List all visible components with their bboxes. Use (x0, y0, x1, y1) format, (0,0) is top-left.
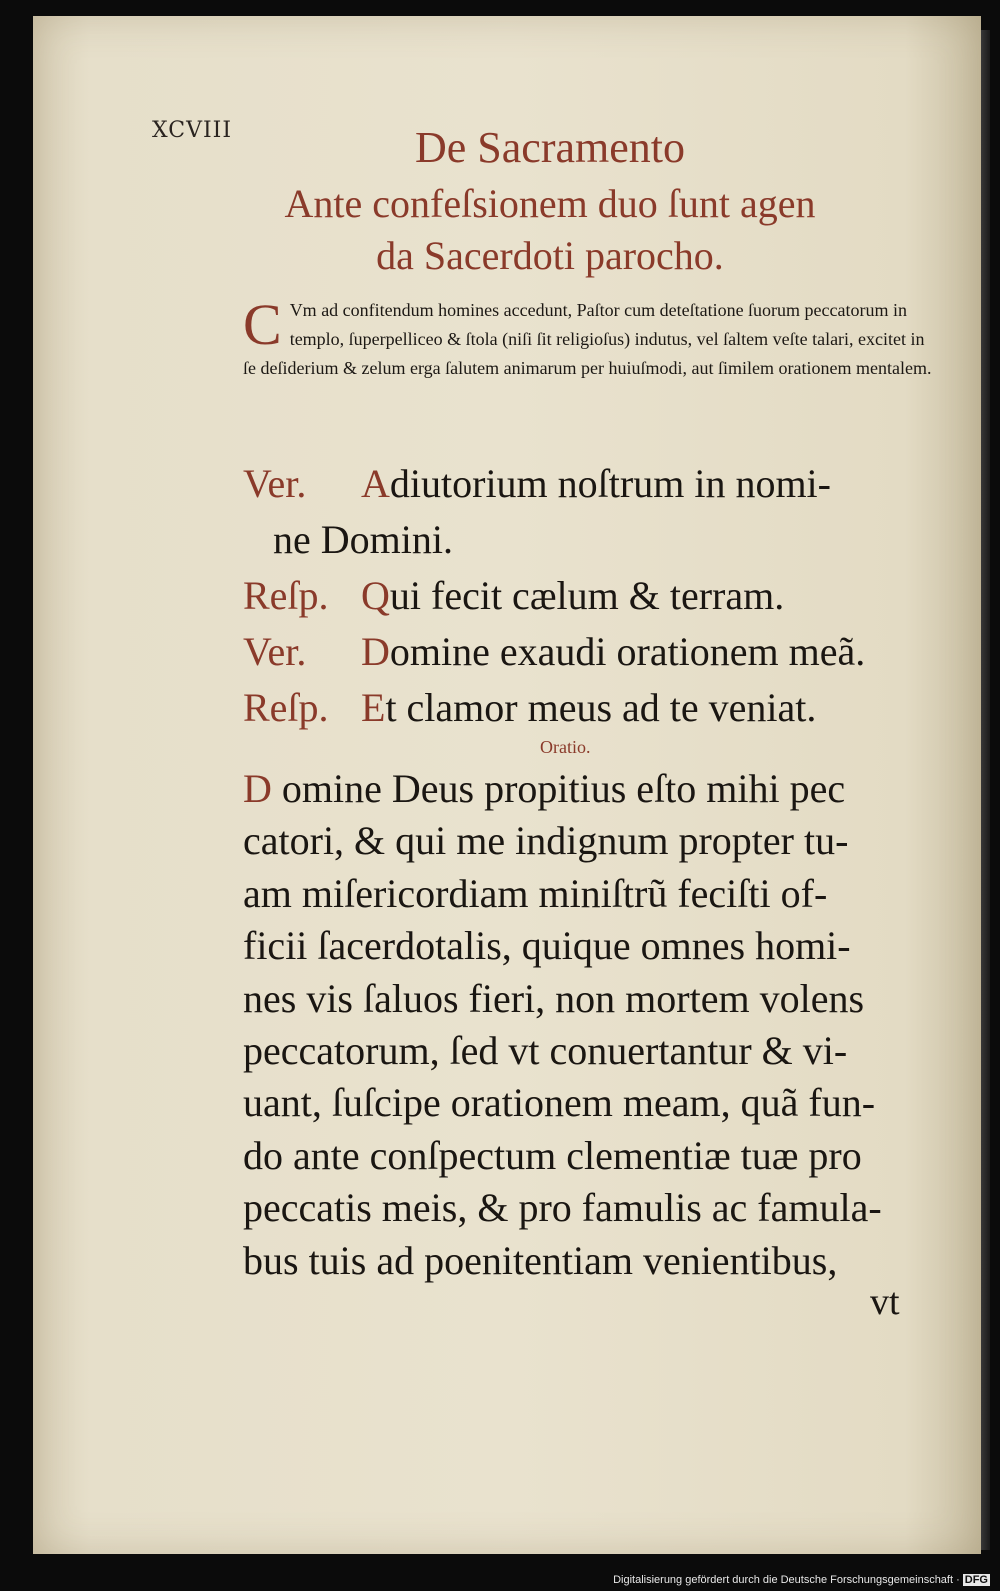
digitization-credit (613, 1574, 990, 1586)
catchword: vt (870, 1281, 900, 1323)
prayer-line: peccatorum, ſed vt conuertantur & vi- (243, 1028, 848, 1074)
response-initial: E (361, 685, 386, 730)
versicle-text: diutorium noſtrum in nomi- (389, 461, 831, 506)
rubric-paragraph (243, 292, 933, 383)
response-line (243, 680, 943, 736)
versicle-initial: D (361, 629, 390, 674)
versicle-initial: A (361, 461, 390, 506)
prayer-line: do ante conſpectum clementiæ tuæ pro (243, 1132, 862, 1178)
versicle-text: omine exaudi orationem meã. (389, 629, 866, 674)
dfg-logo: DFG (964, 1574, 988, 1586)
credit-text: Digitalisierung gefördert durch die Deutsche Forschungsgemeinschaft · (613, 1574, 960, 1586)
versicle-line (243, 624, 943, 680)
versicle-line (243, 512, 943, 568)
title-line-2: Ante confeſsionem duo ſunt agen (284, 181, 816, 226)
prayer-line: uant, ſuſcipe orationem meam, quã fun- (243, 1080, 876, 1126)
versicle-line (243, 456, 943, 512)
response-text: ui fecit cælum & terram. (389, 573, 785, 618)
response-label: Reſp. (243, 573, 329, 618)
versicle-label: Ver. (243, 461, 307, 506)
folio-number: XCVIII (152, 118, 233, 143)
versicle-text: ne Domini. (273, 517, 453, 562)
prayer-line: peccatis meis, & pro famulis ac famula- (243, 1185, 882, 1231)
title-line-1: De Sacramento (415, 123, 685, 172)
response-line (243, 568, 943, 624)
response-text: t clamor meus ad te veniat. (385, 685, 817, 730)
prayer-initial: D (243, 766, 272, 811)
title-line-3: da Sacerdoti parocho. (376, 233, 724, 278)
rubric-initial: C (243, 292, 282, 357)
prayer-line: am miſericordiam miniſtrũ feciſti of- (243, 870, 828, 916)
prayer-line: ficii ſacerdotalis, quique omnes homi- (243, 923, 851, 969)
response-label: Reſp. (243, 685, 329, 730)
prayer-line: bus tuis ad poenitentiam venientibus, (243, 1237, 838, 1283)
prayer-block (243, 763, 943, 1287)
prayer-line-text: omine Deus propitius eſto mihi pec (281, 766, 846, 811)
prayer-line: catori, & qui me indignum propter tu- (243, 818, 849, 864)
prayer-line: nes vis ſaluos fieri, non mortem volens (243, 975, 865, 1021)
versicle-label: Ver. (243, 629, 307, 674)
response-initial: Q (361, 573, 390, 618)
versicles-block (243, 456, 943, 736)
rubric-text: Vm ad confitendum homines accedunt, Paſtor cum deteſtatione ſuorum peccatorum in templo, ſuperpelliceo & ſtola (niſi ſit religioſus) indutus, vel ſaltem veſte talari, excitet in ſe deſiderium & zelum erga ſalutem animarum per huiuſmodi, aut ſimilem orationem mentalem. (243, 300, 932, 378)
prayer-line (243, 763, 943, 815)
oratio-heading: Oratio. (540, 737, 591, 757)
